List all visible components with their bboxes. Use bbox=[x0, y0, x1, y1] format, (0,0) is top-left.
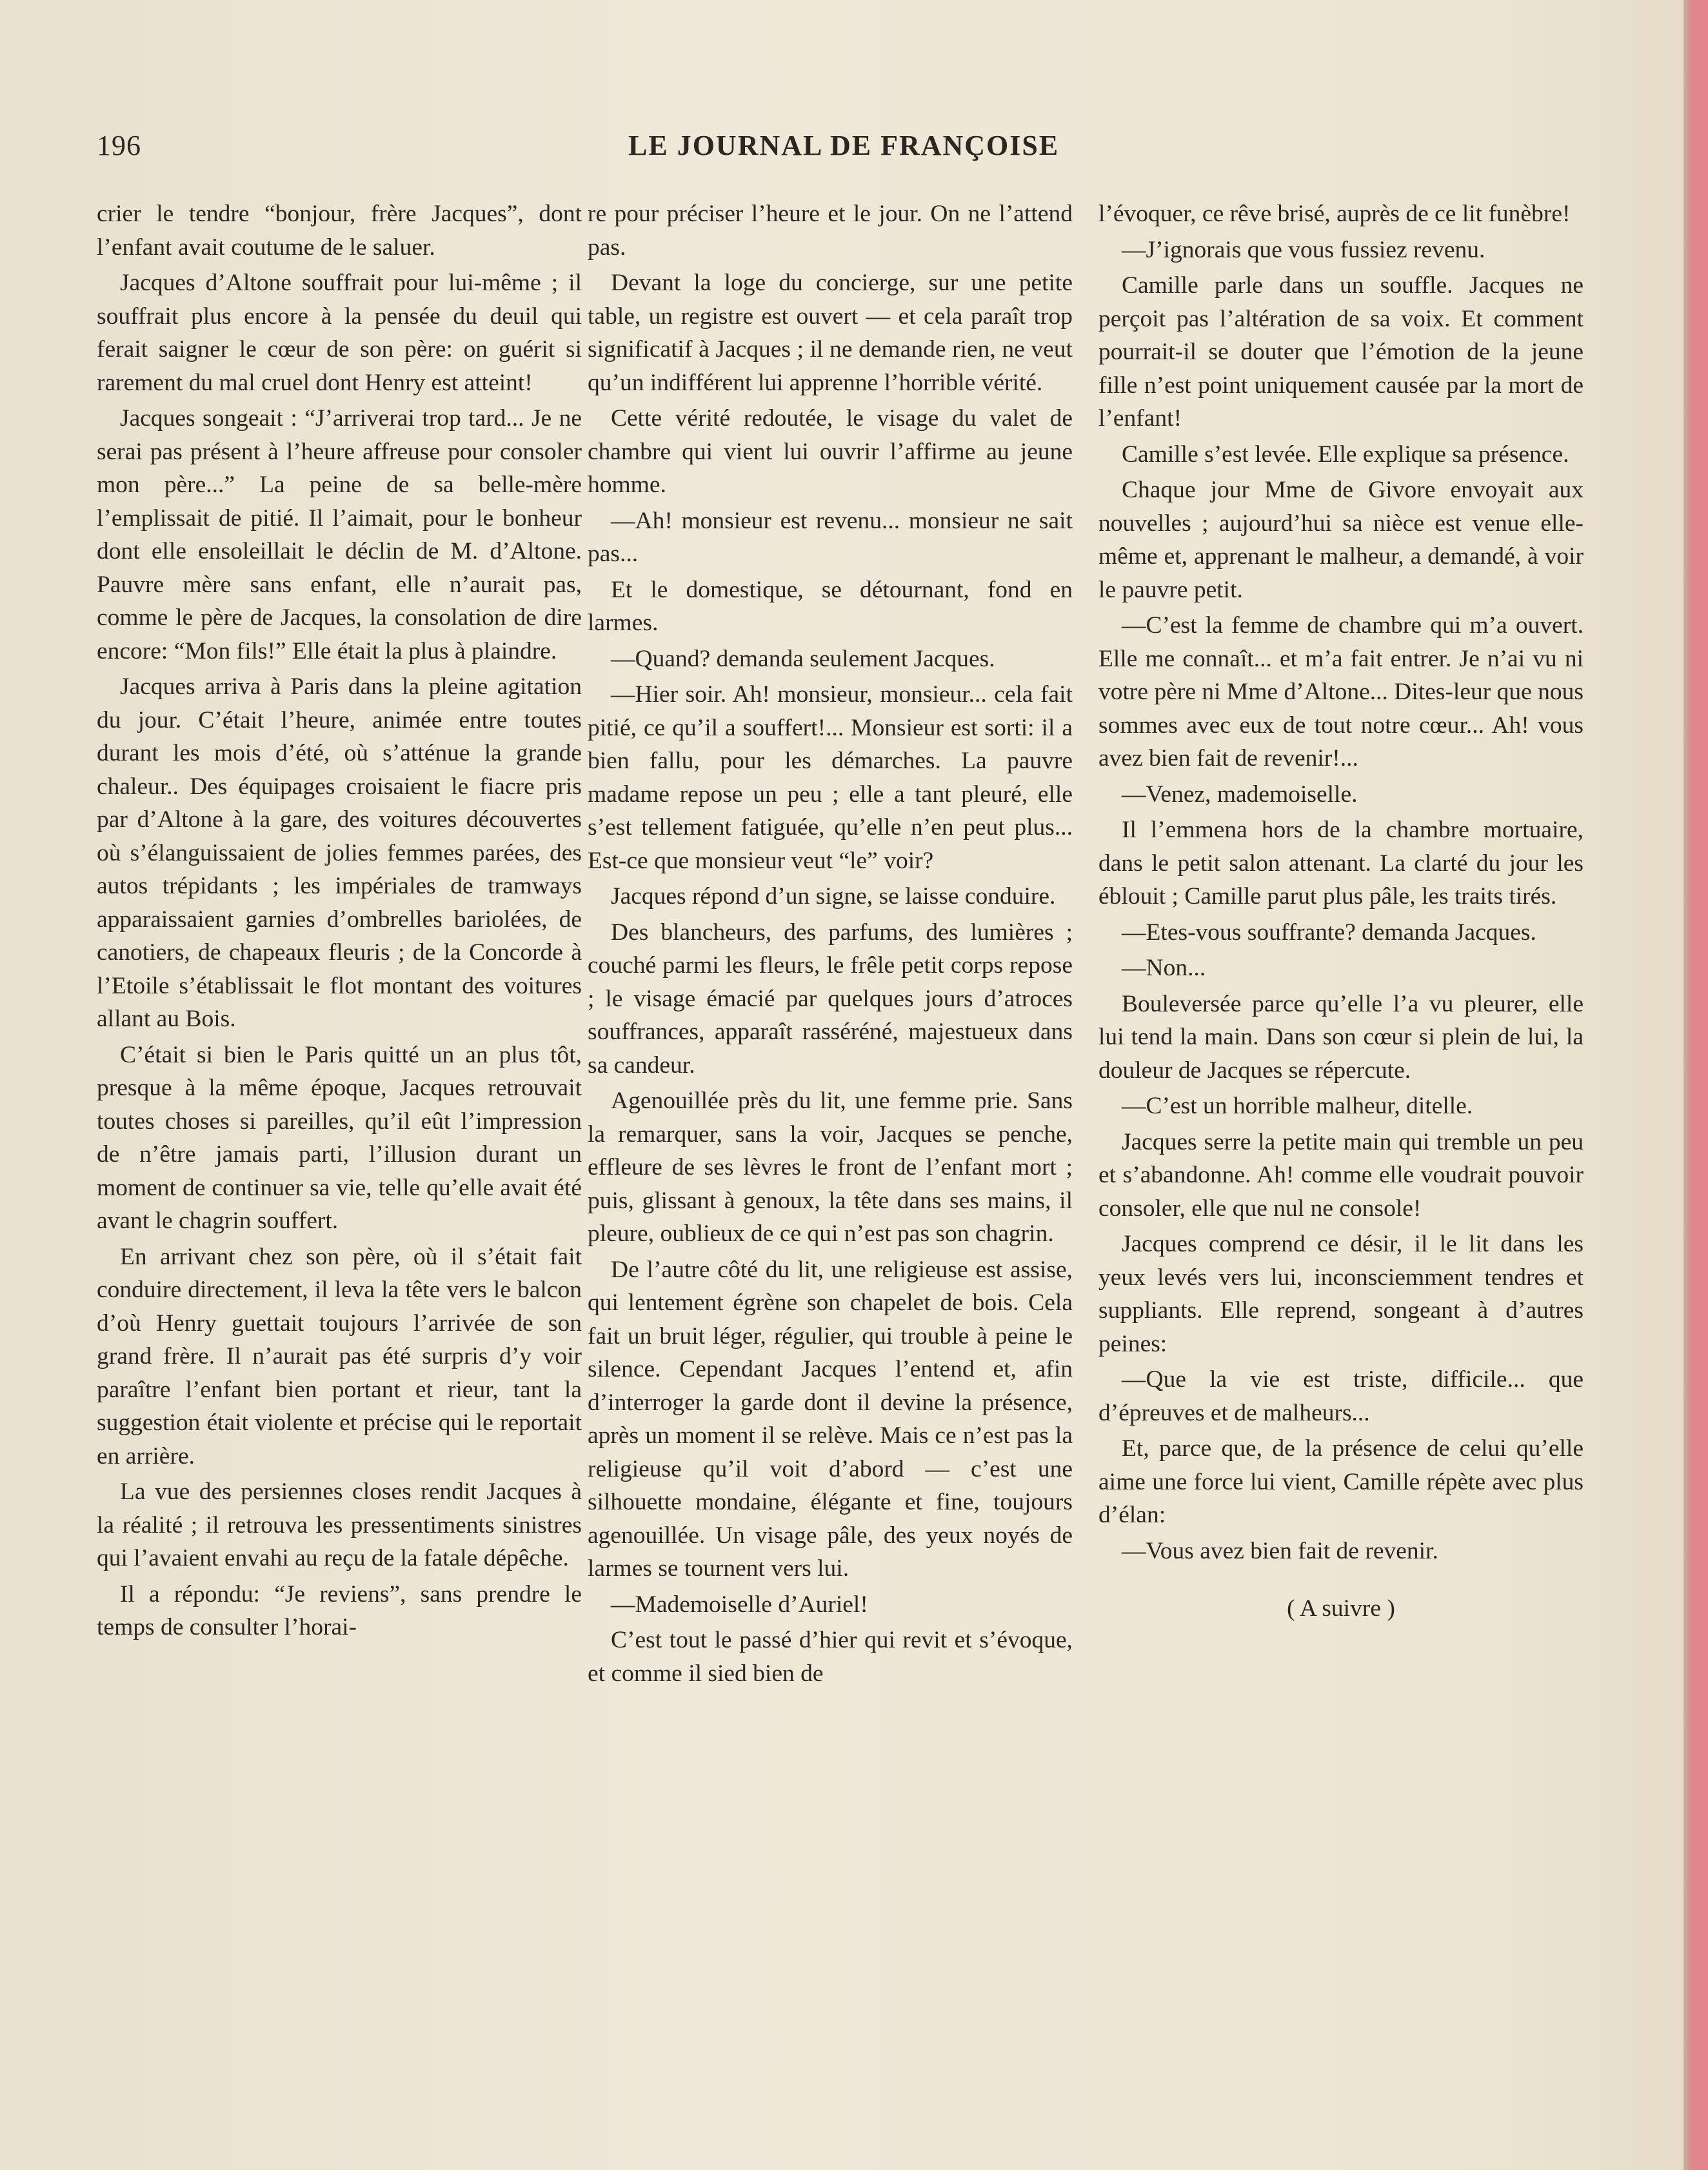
paragraph: En arrivant chez son père, où il s’était fait conduire directement, il leva la tête vers le balcon d’où Henry guettait toujours l’arrivée de son grand frère. Il n’aurait pas été surpris d’y voir paraître l’enfant bien portant et rieur, tant la suggestion était violente et précise qui le reportait en arrière. bbox=[97, 1243, 582, 1469]
paragraph: Chaque jour Mme de Givore envoyait aux nouvelles ; aujourd’hui sa nièce est venue elle-même et, apprenant le malheur, a demandé, à voir le pauvre petit. bbox=[1098, 477, 1584, 603]
paragraph: —C’est un horrible malheur, ditelle. bbox=[1122, 1093, 1473, 1119]
journal-title: LE JOURNAL DE FRANÇOISE bbox=[628, 130, 1060, 161]
page-number: 196 bbox=[97, 130, 141, 161]
page-header bbox=[97, 129, 1103, 174]
paragraph: C’était si bien le Paris quitté un an plus tôt, presque à la même époque, Jacques retrouvait toutes choses si pareilles, qu’il eût l’impression de n’être jamais parti, l’illusion durant un moment de continuer sa vie, telle qu’elle avait été avant le chagrin souffert. bbox=[97, 1041, 582, 1234]
paragraph: —C’est la femme de chambre qui m’a ouvert. Elle me connaît... et m’a fait entrer. Je n’ai vu ni votre père ni Mme d’Altone... Dites-leur que nous sommes avec eux de tout notre cœur... Ah! vous avez bien fait de revenir!... bbox=[1098, 612, 1584, 771]
paragraph: Cette vérité redoutée, le visage du valet de chambre qui vient lui ouvrir l’affirme au jeune homme. bbox=[588, 405, 1073, 498]
paragraph: Et, parce que, de la présence de celui qu’elle aime une force lui vient, Camille répète avec plus d’élan: bbox=[1098, 1435, 1584, 1528]
text-column-1 bbox=[97, 197, 582, 1647]
paragraph: C’est tout le passé d’hier qui revit et s’évoque, et comme il sied bien de bbox=[588, 1627, 1073, 1687]
paragraph: Jacques arriva à Paris dans la pleine agitation du jour. C’était l’heure, animée entre toutes durant les mois d’été, où s’atténue la grande chaleur.. Des équipages croisaient le fiacre pris par d’Altone à la gare, des voitures découvertes où s’élanguissaient de jolies femmes parées, des autos trépidants ; les impériales de tramways apparaissaient garnies d’ombrelles bariolées, de canotiers, de chapeaux fleuris ; de la Concorde à l’Etoile s’établissait le flot montant des voitures allant au Bois. bbox=[97, 673, 582, 1032]
paragraph: Camille s’est levée. Elle explique sa présence. bbox=[1122, 441, 1569, 468]
paragraph: Des blancheurs, des parfums, des lumières ; couché parmi les fleurs, le frêle petit corps repose ; le visage émacié par quelques jours d’atroces souffrances, apparaît rasséréné, majestueux dans sa candeur. bbox=[588, 919, 1073, 1079]
paragraph: —Venez, mademoiselle. bbox=[1122, 781, 1358, 808]
paragraph: —Mademoiselle d’Auriel! bbox=[611, 1591, 868, 1618]
paragraph: —J’ignorais que vous fussiez revenu. bbox=[1122, 236, 1485, 263]
text-column-2 bbox=[588, 197, 1073, 1693]
paragraph: Bouleversée parce qu’elle l’a vu pleurer, elle lui tend la main. Dans son cœur si plein de lui, la douleur de Jacques se répercute. bbox=[1098, 990, 1584, 1084]
paragraph: Il l’emmena hors de la chambre mortuaire, dans le petit salon attenant. La clarté du jour les éblouit ; Camille parut plus pâle, les traits tirés. bbox=[1098, 817, 1584, 910]
paragraph: crier le tendre “bonjour, frère Jacques”, dont l’enfant avait coutume de le saluer. bbox=[97, 201, 582, 261]
paragraph: Jacques comprend ce désir, il le lit dans les yeux levés vers lui, inconsciemment tendres et suppliants. Elle reprend, songeant à d’autres peines: bbox=[1098, 1231, 1584, 1357]
paragraph: La vue des persiennes closes rendit Jacques à la réalité ; il retrouva les pressentiments sinistres qui l’avaient envahi au reçu de la fatale dépêche. bbox=[97, 1478, 582, 1571]
paragraph: Camille parle dans un souffle. Jacques ne perçoit pas l’altération de sa voix. Et comment pourrait-il se douter que l’émotion de la jeune fille n’est point uniquement causée par la mort de l’enfant! bbox=[1098, 272, 1584, 432]
paragraph: —Quand? demanda seulement Jacques. bbox=[611, 645, 995, 672]
paragraph: Agenouillée près du lit, une femme prie. Sans la remarquer, sans la voir, Jacques se penche, effleure de ses lèvres le front de l’enfant mort ; puis, glissant à genoux, la tête dans ses mains, il pleure, oublieux de ce qui n’est pas son chagrin. bbox=[588, 1088, 1073, 1247]
paragraph: Devant la loge du concierge, sur une petite table, un registre est ouvert — et cela paraît trop significatif à Jacques ; il ne demande rien, ne veut qu’un indifférent lui apprenne l’horrible vérité. bbox=[588, 270, 1073, 396]
paragraph: —Etes-vous souffrante? demanda Jacques. bbox=[1122, 919, 1536, 946]
paragraph: —Ah! monsieur est revenu... monsieur ne sait pas... bbox=[588, 507, 1073, 567]
paragraph: —Hier soir. Ah! monsieur, monsieur... cela fait pitié, ce qu’il a souffert!... Monsieur est sorti: il a bien fallu, pour les démarches. La pauvre madame repose un peu ; elle a tant pleuré, elle s’est tellement fatiguée, qu’elle n’en peut plus... Est-ce que monsieur veut “le” voir? bbox=[588, 681, 1073, 874]
paragraph: —Que la vie est triste, difficile... que d’épreuves et de malheurs... bbox=[1098, 1366, 1584, 1426]
paragraph: Et le domestique, se détournant, fond en larmes. bbox=[588, 576, 1073, 636]
paragraph: —Vous avez bien fait de revenir. bbox=[1122, 1537, 1438, 1564]
paragraph: Jacques d’Altone souffrait pour lui-même ; il souffrait plus encore à la pensée du deuil qui ferait saigner le cœur de son père: on guérit si rarement du mal cruel dont Henry est atteint! bbox=[97, 270, 582, 396]
paragraph: l’évoquer, ce rêve brisé, auprès de ce lit funèbre! bbox=[1098, 201, 1571, 227]
paragraph: Il a répondu: “Je reviens”, sans prendre le temps de consulter l’horai- bbox=[97, 1580, 582, 1640]
paragraph: re pour préciser l’heure et le jour. On ne l’attend pas. bbox=[588, 201, 1073, 261]
binding-edge bbox=[1683, 0, 1708, 2170]
paragraph: Jacques répond d’un signe, se laisse conduire. bbox=[611, 883, 1056, 910]
paragraph: Jacques serre la petite main qui tremble un peu et s’abandonne. Ah! comme elle voudrait pouvoir consoler, elle que nul ne console! bbox=[1098, 1128, 1584, 1222]
paragraph: Jacques songeait : “J’arriverai trop tard... Je ne serai pas présent à l’heure affreuse pour consoler mon père...” La peine de sa belle-mère l’emplissait de pitié. Il l’aimait, pour le bonheur dont elle ensoleillait le déclin de M. d’Altone. Pauvre mère sans enfant, elle n’aurait pas, comme le père de Jacques, la consolation de dire encore: “Mon fils!” Elle était la plus à plaindre. bbox=[97, 405, 582, 664]
continuation-note: ( A suivre ) bbox=[1287, 1595, 1395, 1622]
paragraph: —Non... bbox=[1122, 955, 1206, 981]
paragraph: De l’autre côté du lit, une religieuse est assise, qui lentement égrène son chapelet de bois. Cela fait un bruit léger, régulier, qui trouble à peine le silence. Cependant Jacques l’entend et, afin d’interroger la garde dont il devine la présence, après un moment il se relève. Mais ce n’est pas la religieuse qu’il voit d’abord — c’est une silhouette mondaine, élégante et fine, toujours agenouillée. Un visage pâle, des yeux noyés de larmes se tournent vers lui. bbox=[588, 1256, 1073, 1582]
text-column-3 bbox=[1098, 197, 1584, 1628]
